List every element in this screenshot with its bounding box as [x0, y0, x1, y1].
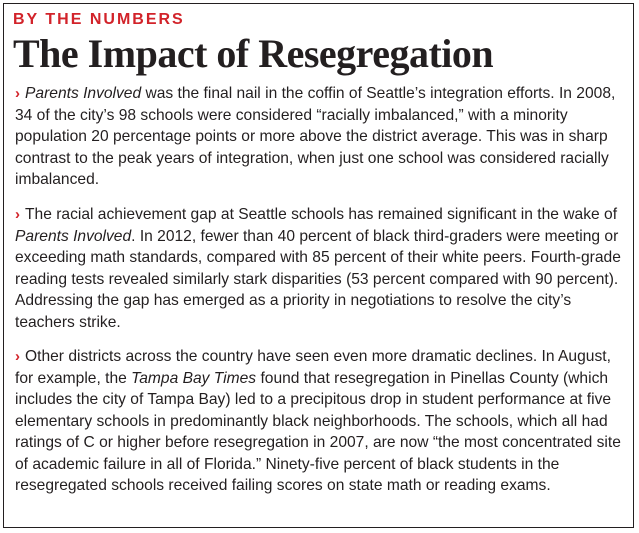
paragraph-2-text-before: The racial achievement gap at Seattle schools has remained significant in the wake of — [25, 206, 618, 223]
bullet-chevron-icon: › — [15, 85, 20, 102]
sidebar-box — [3, 3, 634, 528]
paragraph-2-italic: Parents Involved — [15, 227, 132, 245]
paragraph-1 — [15, 83, 627, 191]
paragraph-3 — [15, 346, 627, 497]
paragraph-1-italic-lead: Parents Involved — [25, 85, 142, 102]
paragraph-3-text-before: Other districts across the country have seen even more dramatic declines. In August, for example, the — [15, 348, 611, 387]
bullet-chevron-icon: › — [15, 348, 20, 365]
paragraph-2-text-after: . In 2012, fewer than 40 percent of black third-graders were meeting or exceeding math standards, compared with 85 percent of their white peers. Fourth-grade reading tests revealed similarly stark disparities (53 percent compared with 90 percent). Addressing the gap has emerged as a priority in negotiations to resolve the city’s teachers strike. — [15, 227, 621, 331]
paragraph-3-italic: Tampa Bay Times — [131, 369, 257, 387]
paragraph-2 — [15, 204, 627, 333]
paragraph-1-text: was the final nail in the coffin of Seattle’s integration efforts. In 2008, 34 of the city’s 98 schools were considered “racially imbalanced,” with a minority population 20 percentage points or more above the district average. This was in sharp contrast to the peak years of integration, when just one school was considered racially imbalanced. — [15, 85, 616, 188]
kicker-label: BY THE NUMBERS — [13, 11, 185, 28]
paragraph-3-text-after: found that resegregation in Pinellas County (which includes the city of Tampa Bay) led to a precipitous drop in student performance at five elementary schools in predominantly black neighborhoods. The schools, which all had ratings of C or higher before resegregation in 2007, are now “the most concentrated site of academic failure in all of Florida.” Ninety-five percent of black students in the resegregated schools received failing scores on state math or reading exams. — [15, 369, 621, 494]
page-title: The Impact of Resegregation — [13, 31, 494, 76]
bullet-chevron-icon: › — [15, 206, 20, 223]
